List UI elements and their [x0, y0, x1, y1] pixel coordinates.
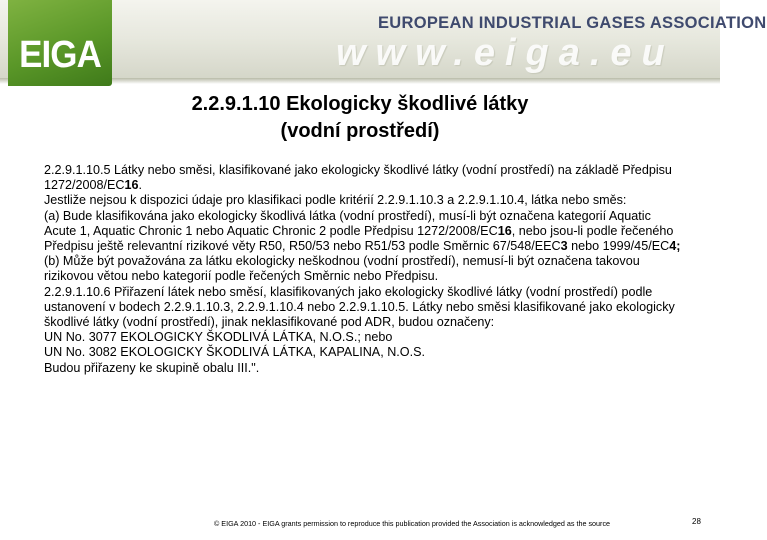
body-paragraph [44, 330, 684, 345]
paragraph-text: Budou přiřazeny ke skupině obalu III.". [44, 360, 260, 375]
slide-title-line-1: 2.2.9.1.10 Ekologicky škodlivé látky [191, 93, 529, 115]
body-paragraph [44, 361, 684, 376]
slide-body [44, 163, 684, 376]
page-number: 28 [692, 517, 701, 526]
paragraph-text: (a) Bude klasifikována jako ekologicky škodlivá látka (vodní prostředí), musí-li být označena kategorií Aquatic Acute 1, Aquatic Chronic 1 nebo Aquatic Chronic 2 podle Předpisu 1272/2008/EC [44, 208, 651, 238]
paragraph-text: UN No. 3082 EKOLOGICKY ŠKODLIVÁ LÁTKA, KAPALINA, N.O.S. [44, 345, 425, 360]
paragraph-text: 2.2.9.1.10.6 Přiřazení látek nebo směsí, klasifikovaných jako ekologicky škodlivé látky (vodní prostředí) podle ustanovení v bodech 2.2.9.1.10.3, 2.2.9.1.10.4 nebo 2.2.9.1.10.5. Látky nebo směsi klasifikované jako ekologicky škodlivé látky (vodní prostředí), jinak neklasifikované pod ADR, budou označeny: [44, 284, 675, 330]
paragraph-text: . [138, 178, 143, 193]
slide-title-line-2: (vodní prostředí) [280, 120, 440, 142]
slide-title [60, 91, 660, 145]
paragraph-text: , nebo jsou-li podle řečeného Předpisu ještě relevantní rizikové věty R50, R50/53 nebo R51/53 podle Směrnic 67/548/EEC [44, 223, 674, 254]
paragraph-text: nebo 1999/45/EC [567, 239, 670, 254]
paragraph-text: (b) Může být považována za látku ekologicky neškodnou (vodní prostředí), nemusí-li být označena takovou rizikovou větou nebo kategorií podle řečených Směrnic nebo Předpisu. [44, 254, 640, 284]
body-paragraph [44, 345, 684, 360]
paragraph-text: UN No. 3077 EKOLOGICKY ŠKODLIVÁ LÁTKA, N.O.S.; nebo [44, 330, 393, 345]
footer-copyright: © EIGA 2010 - EIGA grants permission to reproduce this publication provided the Association is acknowledged as the source [214, 519, 611, 528]
body-paragraph [44, 193, 684, 208]
logo-text: EIGA [19, 34, 101, 76]
website-watermark: www.eiga.eu [336, 32, 675, 74]
bold-reference: 4; [669, 239, 681, 254]
body-paragraph [44, 163, 684, 193]
organization-name: EUROPEAN INDUSTRIAL GASES ASSOCIATION [378, 14, 767, 32]
body-paragraph [44, 209, 684, 255]
body-paragraph [44, 254, 684, 284]
body-paragraph [44, 285, 684, 331]
bold-reference: 3 [560, 239, 568, 254]
eiga-logo [8, 0, 112, 86]
paragraph-text: 2.2.9.1.10.5 Látky nebo směsi, klasifikované jako ekologicky škodlivé látky (vodní prostředí) na základě Předpisu 1272/2008/EC [44, 163, 672, 193]
bold-reference: 16 [124, 178, 139, 193]
paragraph-text: Jestliže nejsou k dispozici údaje pro klasifikaci podle kritérií 2.2.9.1.10.3 a 2.2.9.1.10.4, látka nebo směs: [44, 193, 627, 208]
bold-reference: 16 [497, 223, 512, 238]
